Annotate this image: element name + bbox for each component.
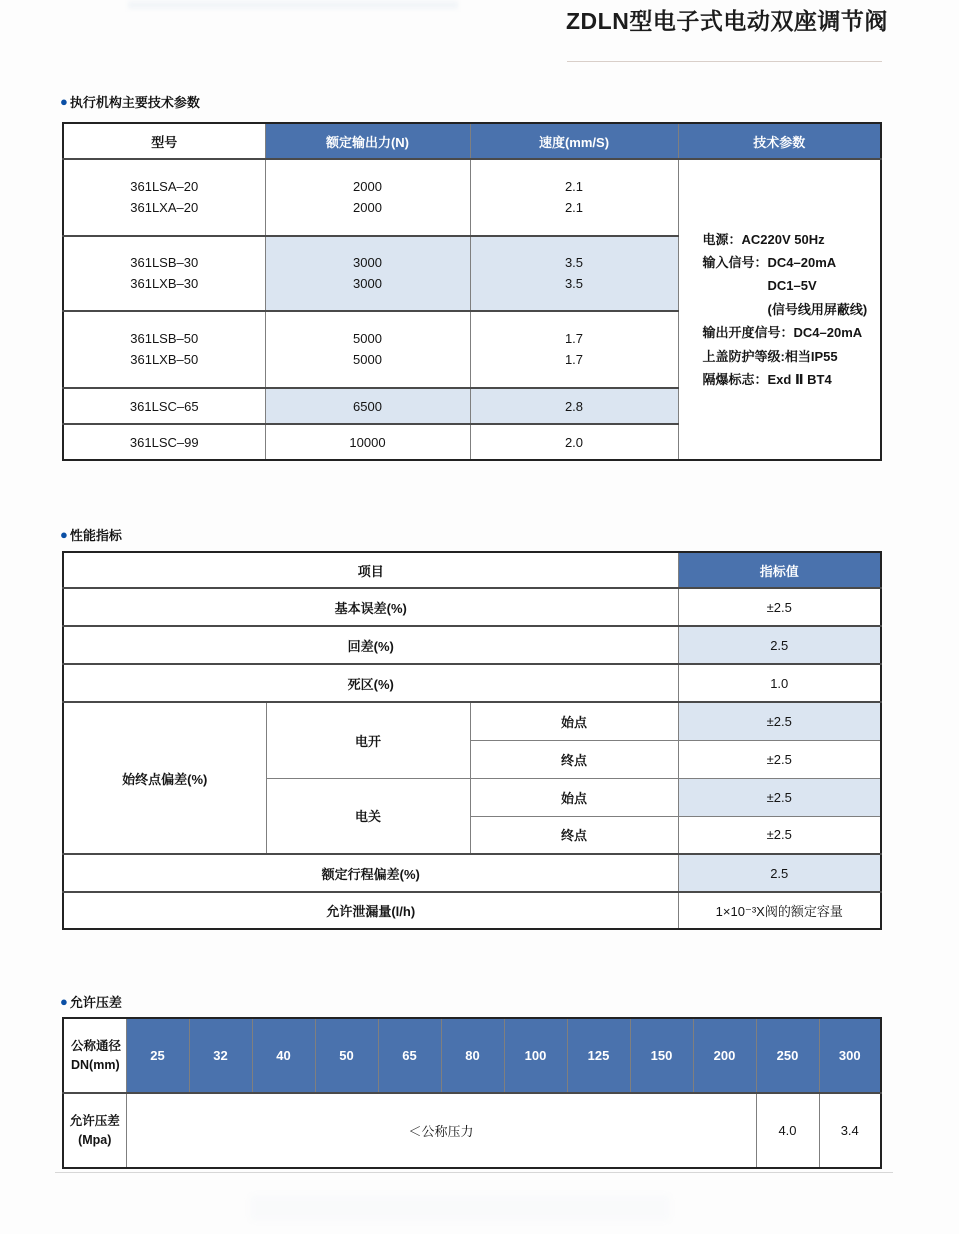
bullet-icon: ● [60,94,68,109]
item-cell: 允许泄漏量(l/h) [63,892,678,929]
dn-cell: 32 [189,1018,252,1093]
section-heading-actuator [60,92,200,111]
table-row [63,702,881,740]
col-header-tech: 技术参数 [678,123,881,159]
model-cell: 361LSC–65 [63,388,265,424]
value-cell: 2.5 [678,854,881,892]
dn-cell: 80 [441,1018,504,1093]
col-header-value: 指标值 [678,552,881,588]
performance-table [62,551,882,930]
force-cell: 6500 [265,388,470,424]
dn-cell: 125 [567,1018,630,1093]
table-row [63,626,881,664]
section-heading-pressure [60,992,122,1011]
performance-header-row [63,552,881,588]
col-header-speed: 速度(mm/S) [470,123,678,159]
pressure-cell-250: 4.0 [756,1093,819,1168]
end-label-cell: 终点 [470,816,678,854]
value-cell: ±2.5 [678,740,881,778]
speed-cell: 2.0 [470,424,678,460]
item-cell: 额定行程偏差(%) [63,854,678,892]
close-label-cell: 电关 [266,778,470,854]
open-label-cell: 电开 [266,702,470,778]
dn-cell: 40 [252,1018,315,1093]
force-cell: 2000 2000 [265,159,470,236]
dn-cell: 200 [693,1018,756,1093]
start-label-cell: 始点 [470,778,678,816]
section-heading-label: 性能指标 [69,528,122,543]
dn-cell: 250 [756,1018,819,1093]
start-label-cell: 始点 [470,702,678,740]
pressure-cell-300: 3.4 [819,1093,881,1168]
pressure-value-row [63,1093,881,1168]
item-cell: 基本误差(%) [63,588,678,626]
speed-cell: 2.8 [470,388,678,424]
pressure-header-row [63,1018,881,1093]
actuator-header-row [63,123,881,159]
col-header-item: 项目 [63,552,678,588]
dn-label-cell: 公称通径 DN(mm) [63,1018,126,1093]
value-cell: ±2.5 [678,816,881,854]
dn-cell: 100 [504,1018,567,1093]
tech-params-cell: 电源：AC220V 50Hz 输入信号：DC4–20mA DC1–5V (信号线用屏蔽线) 输出开度信号：DC4–20mA 上盖防护等级:相当IP55 隔爆标志：Exd Ⅱ BT4 [678,159,881,460]
value-cell: ±2.5 [678,588,881,626]
bullet-icon: ● [60,994,68,1009]
item-cell: 回差(%) [63,626,678,664]
speed-cell: 1.7 1.7 [470,311,678,388]
section-heading-performance [60,525,122,544]
footer-divider [55,1172,893,1173]
col-header-model: 型号 [63,123,265,159]
value-cell: 2.5 [678,626,881,664]
page-title: ZDLN型电子式电动双座调节阀 [566,8,888,34]
model-cell: 361LSB–50 361LXB–50 [63,311,265,388]
dn-cell: 50 [315,1018,378,1093]
force-cell: 3000 3000 [265,236,470,311]
col-header-force: 额定输出力(N) [265,123,470,159]
speed-cell: 2.1 2.1 [470,159,678,236]
force-cell: 5000 5000 [265,311,470,388]
merged-pressure-cell: ＜公称压力 [126,1093,756,1168]
table-row [63,892,881,929]
pressure-label-cell: 允许压差 (Mpa) [63,1093,126,1168]
actuator-table [62,122,882,461]
value-cell: 1×10⁻³X阀的额定容量 [678,892,881,929]
section-heading-label: 允许压差 [69,995,122,1010]
section-heading-label: 执行机构主要技术参数 [69,95,200,110]
title-underline [567,61,882,62]
end-label-cell: 终点 [470,740,678,778]
table-row [63,588,881,626]
deviation-label-cell: 始终点偏差(%) [63,702,266,854]
dn-cell: 300 [819,1018,881,1093]
speed-cell: 3.5 3.5 [470,236,678,311]
item-cell: 死区(%) [63,664,678,702]
force-cell: 10000 [265,424,470,460]
faint-watermark-top [128,1,458,9]
model-cell: 361LSA–20 361LXA–20 [63,159,265,236]
value-cell: ±2.5 [678,778,881,816]
table-row [63,664,881,702]
value-cell: 1.0 [678,664,881,702]
table-row [63,159,881,236]
dn-cell: 150 [630,1018,693,1093]
model-cell: 361LSC–99 [63,424,265,460]
table-row [63,854,881,892]
faint-watermark-bottom [250,1195,670,1221]
value-cell: ±2.5 [678,702,881,740]
model-cell: 361LSB–30 361LXB–30 [63,236,265,311]
bullet-icon: ● [60,527,68,542]
dn-cell: 25 [126,1018,189,1093]
dn-cell: 65 [378,1018,441,1093]
pressure-table [62,1017,882,1169]
